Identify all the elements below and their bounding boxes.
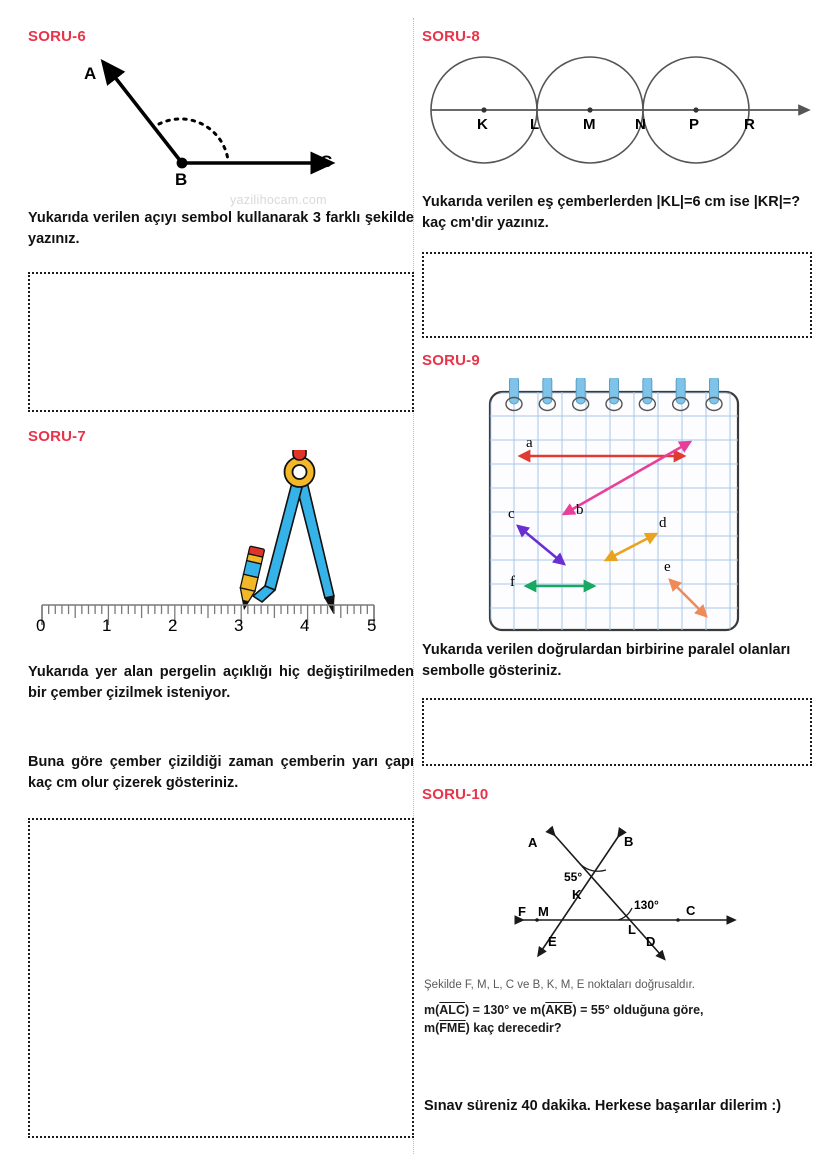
- soru-8-answer-box[interactable]: [422, 252, 812, 338]
- point-label-M: M: [538, 904, 549, 919]
- circle-label-M: M: [583, 116, 596, 133]
- soru-7-text-1: Yukarıda yer alan pergelin açıklığı hiç değiştirilmeden bir çember çizilmek isteniyor.: [28, 664, 414, 701]
- ruler-compass-figure: [22, 450, 414, 645]
- closing-text: Sınav süreniz 40 dakika. Herkese başarılar dilerim :): [424, 1098, 782, 1114]
- arrow-label-e: e: [664, 559, 671, 575]
- soru-6-answer-box[interactable]: [28, 272, 414, 412]
- soru-10-note: Şekilde F, M, L, C ve B, K, M, E noktaları doğrusaldır.: [424, 979, 696, 991]
- soru-7-text-2: Buna göre çember çizildiği zaman çemberin yarı çapı kaç cm olur çizerek gösteriniz.: [28, 754, 414, 791]
- arrow-label-d: d: [659, 515, 667, 531]
- watermark: yazilihocam.com: [230, 193, 327, 207]
- point-label-C: C: [686, 903, 696, 918]
- angle-FME: $\overline{FME}$: [439, 1020, 466, 1035]
- arrow-label-f: f: [510, 574, 515, 590]
- notepad-figure: [484, 378, 744, 636]
- tangent-circles-figure: [422, 48, 822, 188]
- ruler-label-5: 5: [367, 616, 377, 635]
- soru-8-header: SORU-8: [422, 28, 480, 45]
- circle-label-L: L: [530, 116, 540, 133]
- point-label-L: L: [628, 922, 636, 937]
- math-mid-1: ) = 130° ve m(: [464, 1003, 546, 1017]
- soru-9-text: Yukarıda verilen doğrulardan birbirine paralel olanları sembolle gösteriniz.: [422, 642, 791, 679]
- circle-label-P: P: [689, 116, 700, 133]
- soru-10-header: SORU-10: [422, 786, 489, 803]
- ruler-label-4: 4: [300, 616, 310, 635]
- angle-label-C: C: [320, 152, 333, 171]
- circle-label-K: K: [477, 116, 488, 133]
- arrow-label-a: a: [526, 435, 533, 451]
- soru-6-header: SORU-6: [28, 28, 86, 45]
- point-label-D: D: [646, 934, 656, 949]
- circle-label-R: R: [744, 116, 755, 133]
- arrow-label-c: c: [508, 506, 515, 522]
- soru-10-math: [424, 1002, 816, 1037]
- angle-AKB: $\overline{AKB}$: [545, 1003, 573, 1017]
- math-post-1: ) = 55° olduğuna göre,: [572, 1003, 704, 1017]
- angle-svg: [22, 48, 414, 198]
- ruler-ticks: [22, 450, 414, 645]
- angle-figure: [22, 48, 414, 207]
- point-label-B: B: [624, 834, 634, 849]
- soru-6-text: Yukarıda verilen açıyı sembol kullanarak 3 farklı şekilde yazınız.: [28, 210, 414, 247]
- arrow-label-b: b: [576, 502, 584, 518]
- soru-7-header: SORU-7: [28, 428, 86, 445]
- ruler-label-0: 0: [36, 616, 46, 635]
- point-label-K: K: [572, 887, 582, 902]
- soru-8-text: Yukarıda verilen eş çemberlerden |KL|=6 cm ise |KR|=? kaç cm'dir yazınız.: [422, 194, 801, 231]
- point-label-A: A: [528, 835, 538, 850]
- soru-9-answer-box[interactable]: [422, 698, 812, 766]
- ruler-label-2: 2: [168, 616, 178, 635]
- soru-9-header: SORU-9: [422, 352, 480, 369]
- circle-label-N: N: [635, 116, 646, 133]
- angle-label-130: 130°: [634, 898, 659, 912]
- point-label-F: F: [518, 904, 526, 919]
- angle-ALC: $\overline{ALC}$: [439, 1003, 465, 1017]
- angle-label-A: A: [84, 64, 97, 83]
- math-post-2: ) kaç derecedir?: [465, 1020, 562, 1035]
- crossing-lines-svg: [482, 808, 772, 968]
- crossing-lines-figure: [482, 808, 772, 968]
- ruler-label-1: 1: [102, 616, 112, 635]
- ruler-label-3: 3: [234, 616, 244, 635]
- notepad-svg: [484, 378, 744, 636]
- angle-label-B: B: [175, 170, 188, 189]
- math-pre-1: m(: [424, 1003, 440, 1017]
- point-label-E: E: [548, 934, 557, 949]
- soru-7-answer-box[interactable]: [28, 818, 414, 1138]
- angle-label-55: 55°: [564, 870, 583, 884]
- math-pre-2: m(: [424, 1020, 440, 1035]
